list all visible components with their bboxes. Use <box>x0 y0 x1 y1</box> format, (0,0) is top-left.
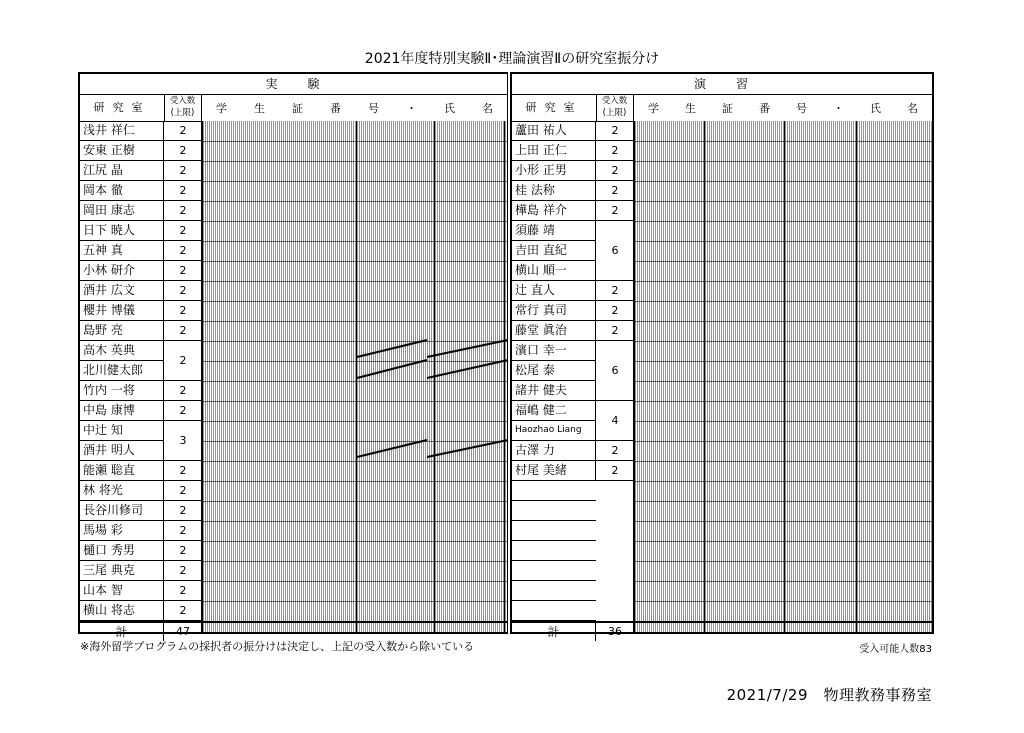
lab-name: 福嶋 健二 <box>512 401 596 421</box>
lab-name: 辻 直人 <box>512 281 596 301</box>
lab-name: 諸井 健夫 <box>512 381 596 401</box>
lab-name: 長谷川修司 <box>80 501 164 521</box>
experiment-section-header: 実 験 <box>80 74 507 95</box>
capacity-value: 2 <box>164 301 202 321</box>
footnote: ※海外留学プログラムの採択者の振分けは決定し、上記の受入数から除いている <box>80 640 475 653</box>
lab-name: 樋口 秀男 <box>80 541 164 561</box>
capacity-column-header: 受入数 (上限) <box>596 94 634 121</box>
lab-name: 日下 暁人 <box>80 221 164 241</box>
capacity-value: 2 <box>164 381 202 401</box>
lab-name: 酒井 明人 <box>80 441 164 461</box>
lab-name: 北川健太郎 <box>80 361 164 381</box>
lab-name: 櫻井 博儀 <box>80 301 164 321</box>
capacity-value: 2 <box>596 181 634 201</box>
total-label: 計 <box>512 621 596 641</box>
capacity-value: 2 <box>164 461 202 481</box>
lab-name: 小林 研介 <box>80 261 164 281</box>
lab-name: 吉田 直紀 <box>512 241 596 261</box>
capacity-value: 4 <box>596 401 634 441</box>
strike-line <box>357 360 427 378</box>
lab-name: 須藤 靖 <box>512 221 596 241</box>
capacity-column-header: 受入数 (上限) <box>164 94 202 121</box>
lab-name: 能瀬 聡直 <box>80 461 164 481</box>
lab-name: 横山 順一 <box>512 261 596 281</box>
capacity-value: 2 <box>596 321 634 341</box>
lab-name: 高木 英典 <box>80 341 164 361</box>
strike-line <box>357 440 427 457</box>
capacity-value: 2 <box>164 281 202 301</box>
lab-name: 馬場 彩 <box>80 521 164 541</box>
lab-name: 樺島 祥介 <box>512 201 596 221</box>
capacity-value: 2 <box>164 241 202 261</box>
capacity-value: 2 <box>164 601 202 621</box>
lab-name: 山本 智 <box>80 581 164 601</box>
lab-name: 安東 正樹 <box>80 141 164 161</box>
lab-name: 横山 将志 <box>80 601 164 621</box>
capacity-value: 2 <box>596 201 634 221</box>
lab-name: 藤堂 眞治 <box>512 321 596 341</box>
strike-line <box>427 440 508 457</box>
capacity-value: 2 <box>164 201 202 221</box>
lab-name: 岡田 康志 <box>80 201 164 221</box>
lab-name: 蘆田 祐人 <box>512 121 596 141</box>
lab-name: 酒井 広文 <box>80 281 164 301</box>
page-title: 2021年度特別実験Ⅱ･理論演習Ⅱの研究室振分け <box>364 51 660 67</box>
lab-name: 中辻 知 <box>80 421 164 441</box>
capacity-value: 2 <box>164 321 202 341</box>
capacity-value: 2 <box>164 521 202 541</box>
student-column-header: 学 生 証 番 号 ・ 氏 名 <box>216 101 493 115</box>
lab-name: 村尾 美緒 <box>512 461 596 481</box>
capacity-value: 2 <box>164 221 202 241</box>
capacity-value: 6 <box>596 341 634 401</box>
lab-name: 古澤 力 <box>512 441 596 461</box>
lab-name: 林 将光 <box>80 481 164 501</box>
capacity-value: 2 <box>596 441 634 461</box>
lab-name: 五神 真 <box>80 241 164 261</box>
lab-column-header: 研究室 <box>512 94 597 121</box>
lab-name: 三尾 典克 <box>80 561 164 581</box>
capacity-value: 2 <box>164 161 202 181</box>
total-value: 47 <box>164 621 202 641</box>
strike-line <box>357 340 427 357</box>
capacity-value: 2 <box>164 401 202 421</box>
lab-name: 竹内 一将 <box>80 381 164 401</box>
capacity-value: 2 <box>596 121 634 141</box>
capacity-value: 2 <box>596 141 634 161</box>
lab-name: 島野 亮 <box>80 321 164 341</box>
lab-name: 上田 正仁 <box>512 141 596 161</box>
capacity-value: 2 <box>164 561 202 581</box>
lab-name: Haozhao Liang <box>512 421 596 441</box>
footer-date-office: 2021/7/29 物理教務事務室 <box>726 686 932 704</box>
exercise-section-header: 演 習 <box>512 74 932 95</box>
lab-name: 岡本 徹 <box>80 181 164 201</box>
capacity-value: 2 <box>164 481 202 501</box>
capacity-note: 受入可能人数83 <box>859 644 932 655</box>
lab-name: 桂 法称 <box>512 181 596 201</box>
capacity-value: 2 <box>164 181 202 201</box>
capacity-value: 2 <box>164 261 202 281</box>
lab-name: 江尻 晶 <box>80 161 164 181</box>
lab-column-header: 研究室 <box>80 94 165 121</box>
capacity-value: 2 <box>164 581 202 601</box>
strike-line <box>427 340 508 357</box>
capacity-value: 2 <box>596 301 634 321</box>
strike-line <box>427 360 508 378</box>
lab-name: 濱口 幸一 <box>512 341 596 361</box>
capacity-value: 3 <box>164 421 202 461</box>
capacity-value: 2 <box>164 141 202 161</box>
lab-name: 中島 康博 <box>80 401 164 421</box>
capacity-value: 2 <box>164 541 202 561</box>
capacity-value: 2 <box>596 281 634 301</box>
total-label: 計 <box>80 621 164 641</box>
lab-name: 浅井 祥仁 <box>80 121 164 141</box>
lab-name: 常行 真司 <box>512 301 596 321</box>
capacity-value: 2 <box>596 161 634 181</box>
lab-name: 松尾 泰 <box>512 361 596 381</box>
total-value: 36 <box>596 621 634 641</box>
capacity-value: 2 <box>164 341 202 381</box>
capacity-value: 6 <box>596 221 634 281</box>
student-column-header: 学 生 証 番 号 ・ 氏 名 <box>648 101 918 115</box>
capacity-value: 2 <box>164 121 202 141</box>
capacity-value: 2 <box>164 501 202 521</box>
capacity-value: 2 <box>596 461 634 481</box>
lab-name: 小形 正男 <box>512 161 596 181</box>
